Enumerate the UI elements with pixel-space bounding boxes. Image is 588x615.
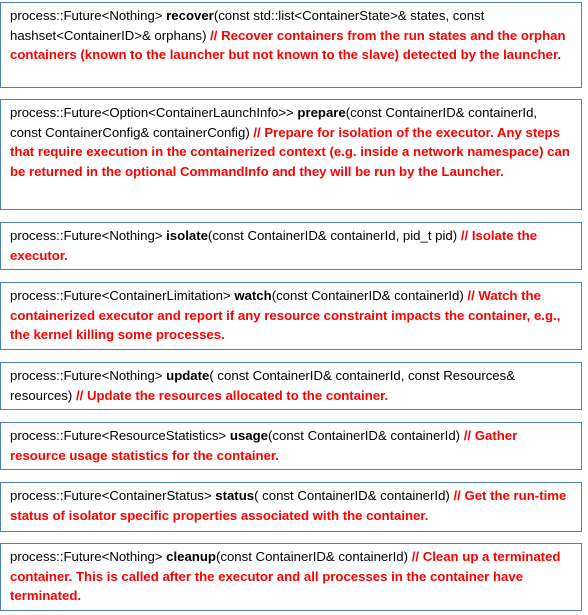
method-return-type: process::Future<Nothing>: [10, 8, 167, 23]
method-return-type: process::Future<Nothing>: [10, 368, 167, 383]
method-name: usage: [229, 428, 269, 443]
method-return-type: process::Future<Option<ContainerLaunchInfo>>: [10, 105, 298, 120]
method-params: ( const ContainerID& containerId): [254, 488, 454, 503]
method-box-recover: [0, 2, 582, 88]
method-box-usage: [0, 422, 582, 470]
method-comment: // Watch the containerized executor and report if any resource constraint impacts the container, e.g., the kernel killing some processes.: [10, 288, 561, 343]
method-params: ( const ContainerID& containerId, const Resources& resources): [10, 368, 516, 403]
method-params: (const std::list<ContainerState>& states, const hashset<ContainerID>& orphans): [10, 8, 485, 43]
method-return-type: process::Future<Nothing>: [10, 228, 167, 243]
method-comment: // Clean up a terminated container. This is called after the executor and all processes in the container have terminated.: [10, 549, 561, 604]
method-name: cleanup: [166, 549, 216, 564]
method-name: prepare: [297, 105, 346, 120]
method-return-type: process::Future<ResourceStatistics>: [10, 428, 230, 443]
method-comment: // Recover containers from the run states and the orphan containers (known to the launcher but not known to the slave) detected by the launcher.: [10, 27, 566, 63]
method-params: (const ContainerID& containerId, const ContainerConfig& containerConfig): [10, 105, 538, 140]
method-box-update: [0, 362, 582, 410]
method-name: update: [166, 368, 210, 383]
method-box-isolate: [0, 222, 582, 270]
method-comment: // Isolate the executor.: [10, 228, 538, 263]
method-name: recover: [166, 8, 214, 23]
method-box-cleanup: [0, 543, 582, 611]
method-name: isolate: [166, 228, 208, 243]
method-box-status: [0, 482, 582, 532]
method-comment: // Gather resource usage statistics for the container.: [10, 428, 518, 463]
method-box-watch: [0, 282, 582, 350]
method-return-type: process::Future<ContainerLimitation>: [10, 288, 235, 303]
method-box-prepare: [0, 99, 582, 210]
method-comment: // Update the resources allocated to the container.: [75, 387, 389, 403]
method-params: (const ContainerID& containerId): [268, 428, 464, 443]
method-return-type: process::Future<ContainerStatus>: [10, 488, 216, 503]
method-params: (const ContainerID& containerId, pid_t pid): [207, 228, 461, 243]
method-params: (const ContainerID& containerId): [215, 549, 412, 564]
method-comment: // Prepare for isolation of the executor. Any steps that require execution in the containerized context (e.g. inside a network namespace) can be returned in the optional CommandInfo and they will be run by the Launcher.: [10, 124, 570, 179]
method-params: (const ContainerID& containerId): [271, 288, 468, 303]
method-name: status: [215, 488, 255, 503]
method-name: watch: [234, 288, 272, 303]
method-comment: // Get the run-time status of isolator specific properties associated with the container.: [10, 488, 567, 523]
method-return-type: process::Future<Nothing>: [10, 549, 167, 564]
